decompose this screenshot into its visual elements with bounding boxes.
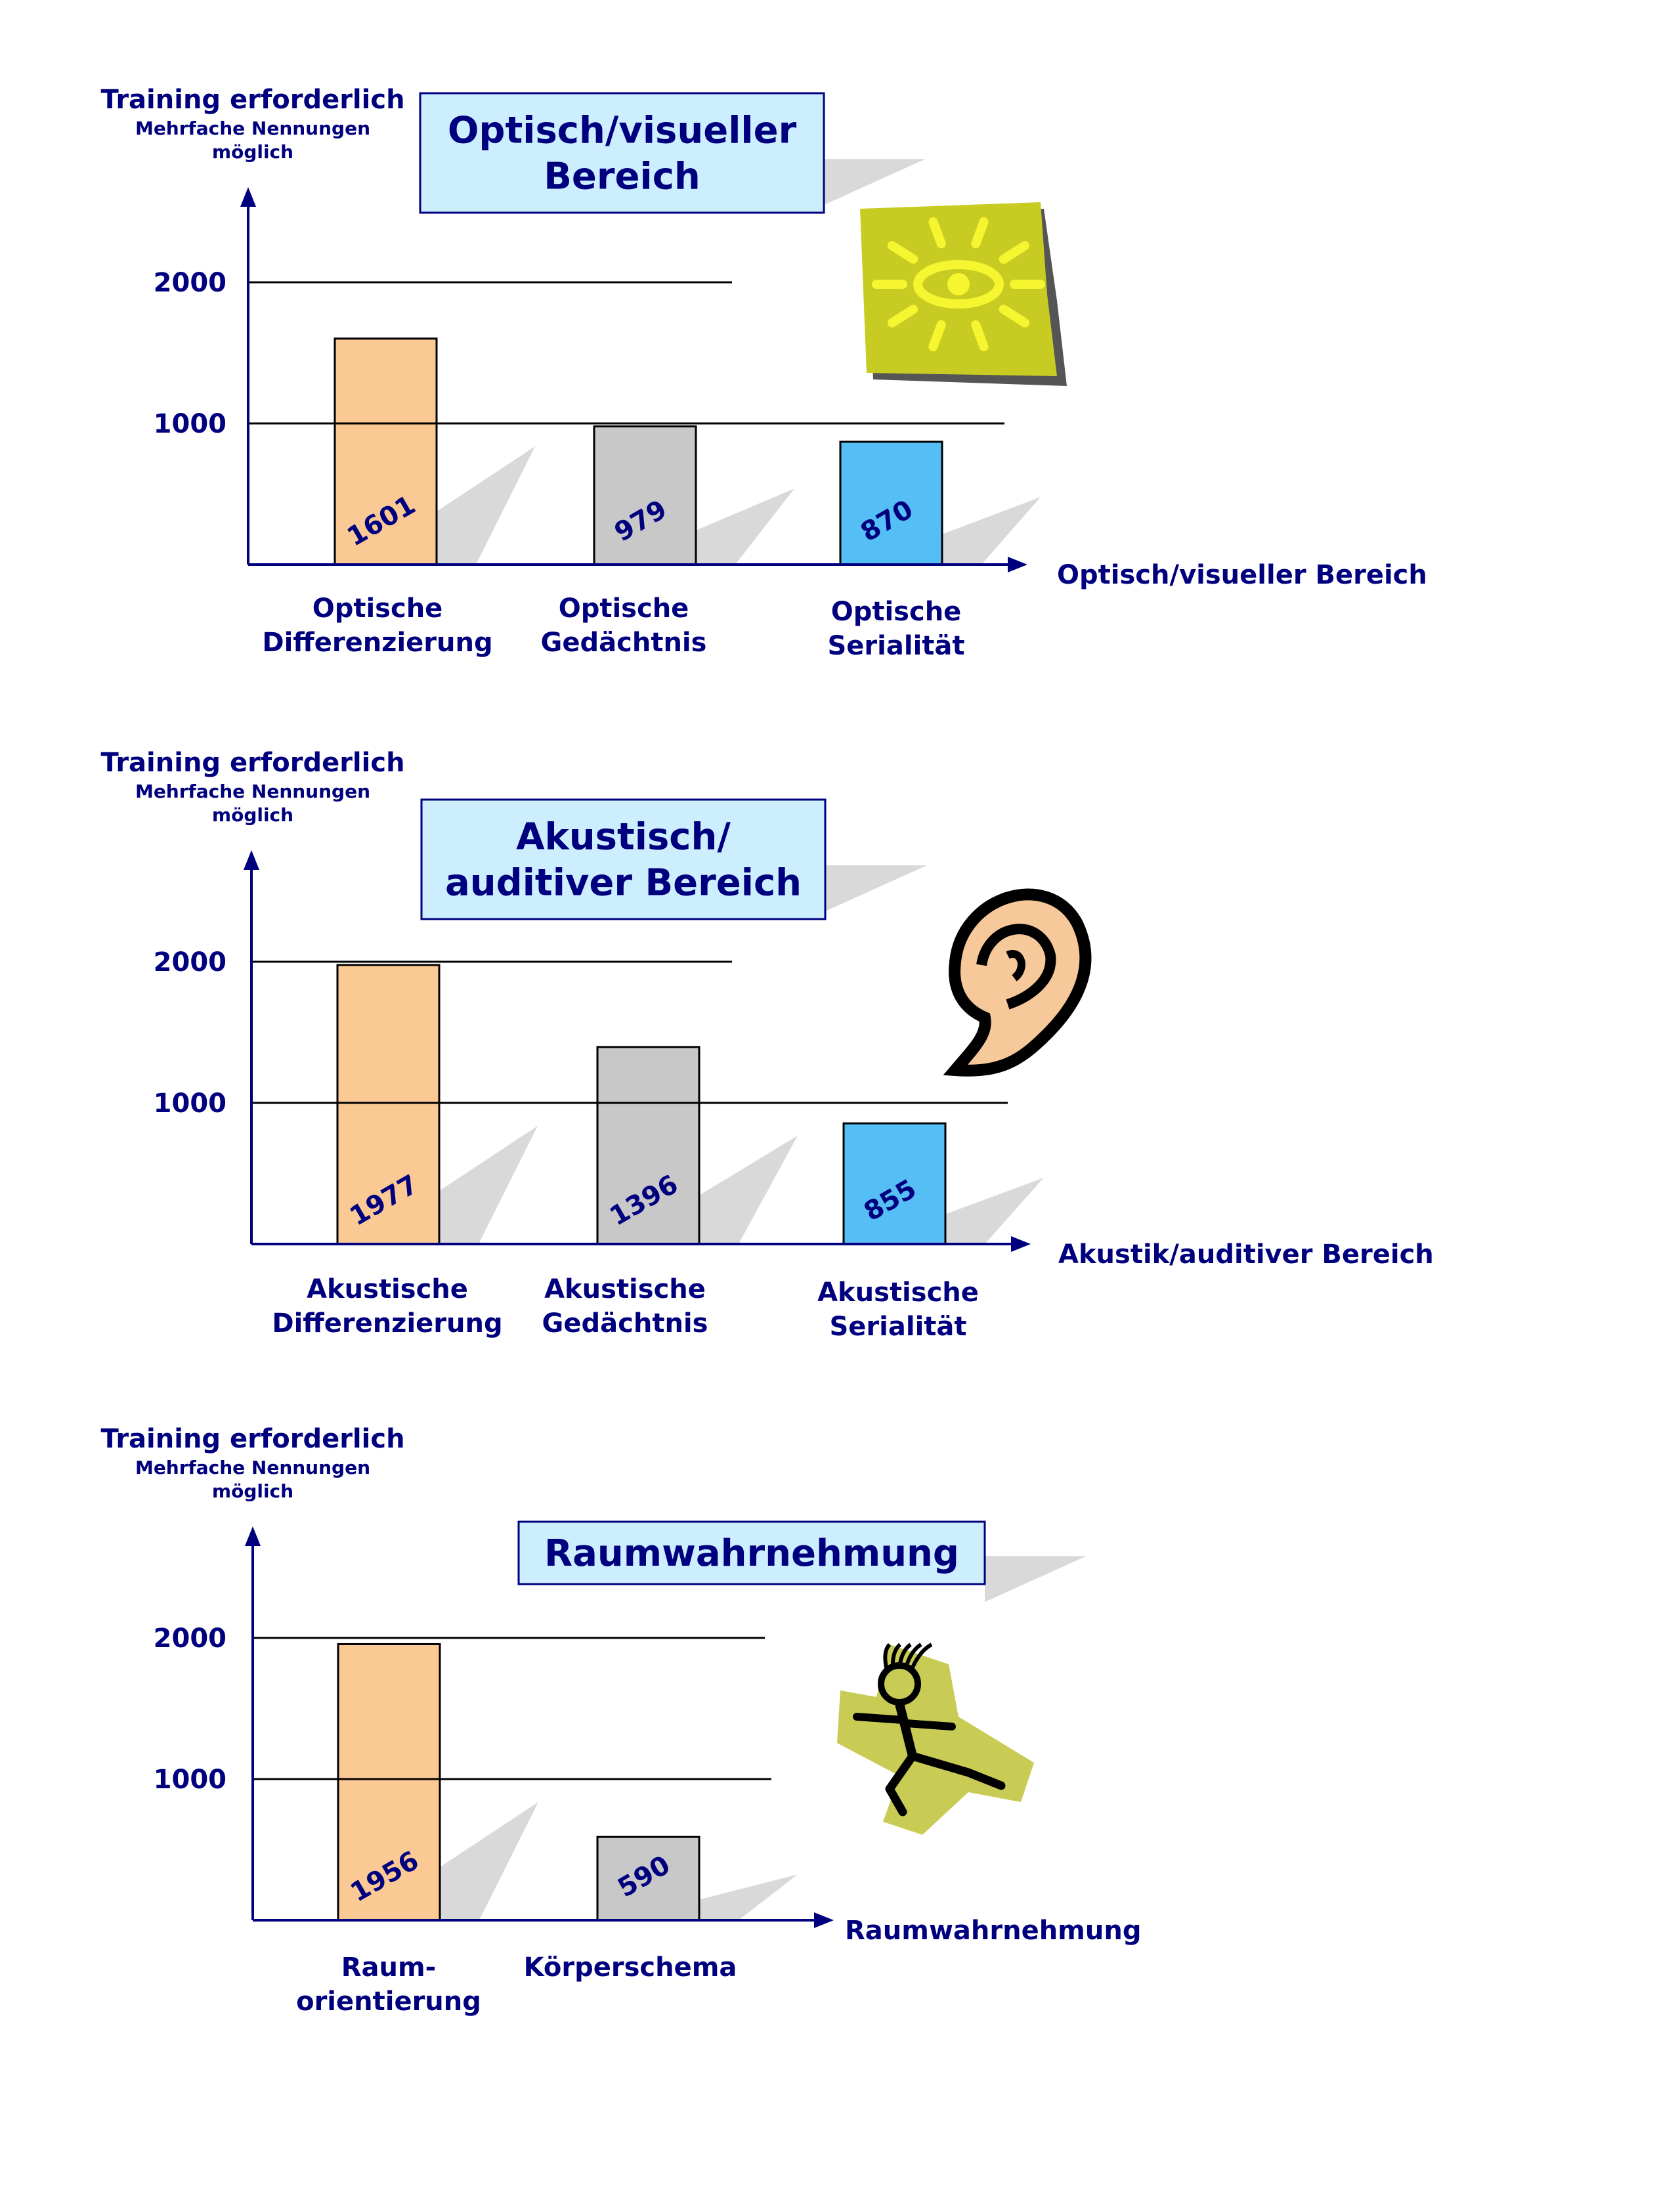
y-axis-arrow: [245, 1526, 261, 1546]
x-axis-title: Optisch/visueller Bereich: [1057, 560, 1427, 590]
y-axis-note: Mehrfache Nennungen möglich: [135, 781, 371, 826]
y-tick-label: 2000: [153, 268, 226, 298]
y-tick-label: 1000: [153, 1088, 226, 1119]
y-axis-arrow: [240, 187, 256, 207]
bar-value-label: 1396: [605, 1169, 683, 1232]
category-label: Akustische Serialität: [817, 1278, 979, 1342]
chart-title: Akustisch/ auditiver Bereich: [444, 815, 802, 905]
bar-value-label: 1601: [342, 489, 421, 553]
category-label: Optische Serialität: [827, 597, 965, 661]
title-shadow: [985, 1556, 1087, 1602]
category-label: Körperschema: [523, 1952, 737, 1983]
eye-icon: [860, 202, 1067, 386]
bar-value-label: 855: [859, 1173, 922, 1228]
bar-value-label: 1977: [345, 1169, 423, 1232]
y-tick-label: 2000: [153, 1623, 226, 1654]
title-shadow: [825, 865, 927, 911]
bar-value-label: 870: [855, 494, 918, 548]
ear-icon: [955, 894, 1085, 1070]
category-label: Akustische Gedächtnis: [542, 1274, 708, 1339]
category-label: Optische Differenzierung: [262, 593, 493, 658]
bar-shadow: [440, 1802, 538, 1920]
bar-shadow: [696, 488, 794, 565]
bar-shadow: [942, 497, 1041, 565]
bar-shadow: [945, 1178, 1044, 1244]
category-label: Optische Gedächtnis: [540, 593, 707, 658]
x-axis-title: Akustik/auditiver Bereich: [1058, 1239, 1434, 1270]
bar-value-label: 979: [609, 494, 672, 548]
x-axis-title: Raumwahrnehmung: [845, 1916, 1142, 1946]
title-shadow: [824, 159, 926, 205]
y-tick-label: 1000: [153, 409, 226, 439]
y-tick-label: 1000: [153, 1765, 226, 1795]
y-axis-note: Mehrfache Nennungen möglich: [135, 118, 371, 163]
bar-shadow: [699, 1136, 798, 1244]
chart-1: [100, 85, 1427, 661]
bar-shadow: [439, 1126, 538, 1244]
chart-2: [100, 748, 1433, 1342]
x-axis-arrow: [814, 1912, 834, 1928]
y-axis-arrow: [244, 850, 259, 870]
bar: [594, 427, 696, 565]
running-figure-icon: [837, 1644, 1034, 1835]
y-axis-title: Training erforderlich: [100, 1424, 405, 1454]
x-axis-arrow: [1008, 557, 1027, 572]
chart-title: Raumwahrnehmung: [544, 1532, 960, 1576]
y-axis-note: Mehrfache Nennungen möglich: [135, 1457, 371, 1502]
y-axis-title: Training erforderlich: [100, 85, 405, 115]
category-label: Raum-orientierung: [296, 1952, 481, 2017]
chart-3: [100, 1424, 1141, 2017]
category-label: Akustische Differenzierung: [272, 1274, 503, 1339]
bar-shadow: [437, 446, 535, 565]
y-tick-label: 2000: [153, 947, 226, 978]
x-axis-arrow: [1011, 1236, 1031, 1252]
bar-shadow: [699, 1874, 798, 1920]
chart-title: Optisch/visueller Bereich: [447, 109, 797, 198]
bar-value-label: 1956: [345, 1845, 424, 1908]
y-axis-title: Training erforderlich: [100, 748, 405, 778]
bar-value-label: 590: [613, 1849, 676, 1904]
